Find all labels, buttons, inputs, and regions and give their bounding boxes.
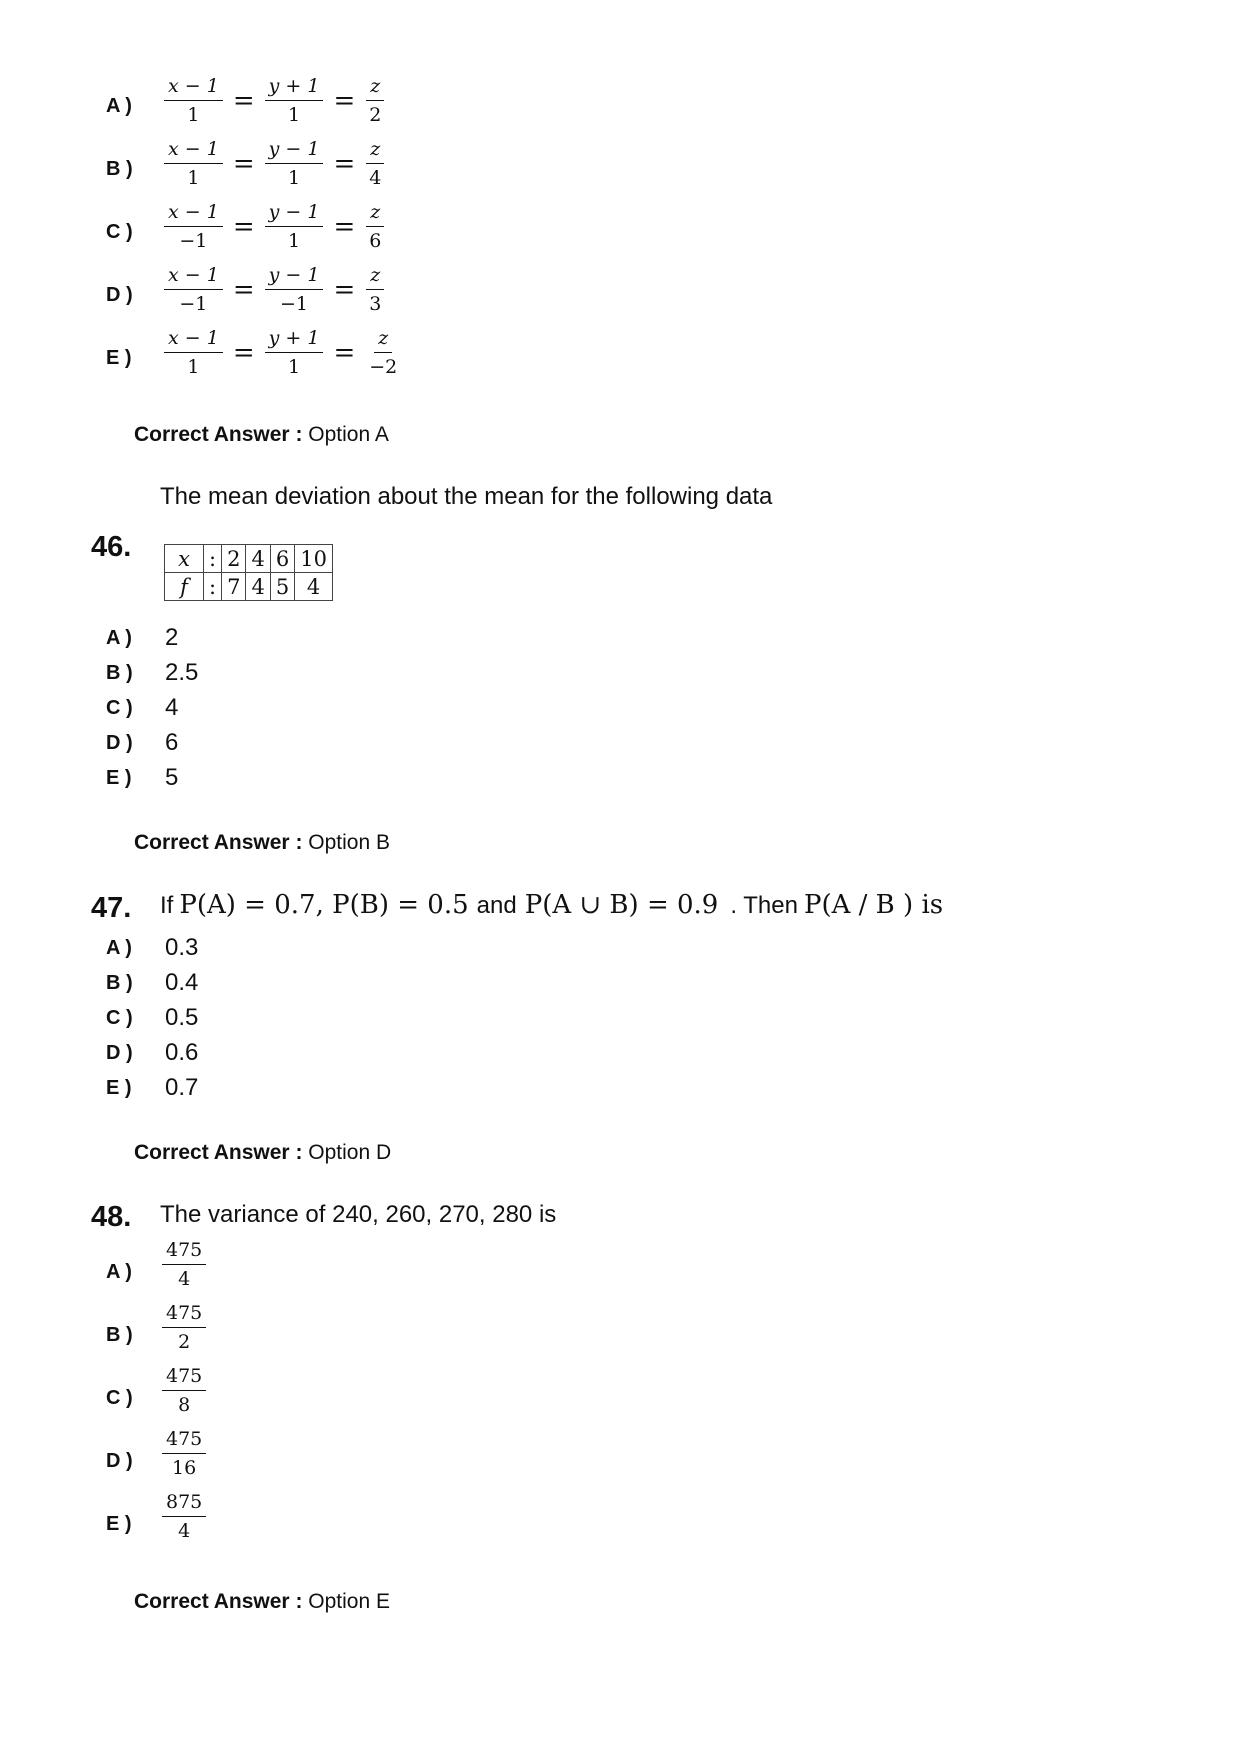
table-cell: : xyxy=(204,573,222,601)
fraction xyxy=(265,264,324,315)
q48-option-d-label: D ) xyxy=(106,1450,133,1472)
table-cell: 7 xyxy=(222,573,246,601)
equals-sign: = xyxy=(333,274,356,305)
correct-answer-label: Correct Answer : xyxy=(134,423,303,446)
q48-option-a-fraction xyxy=(162,1239,206,1290)
denominator: 3 xyxy=(369,293,382,315)
q48-option-b-fraction xyxy=(162,1302,206,1353)
stem-math: P(A ∪ B) = 0.9 xyxy=(524,890,719,920)
table-cell: 4 xyxy=(246,545,270,573)
table-cell: 4 xyxy=(246,573,270,601)
denominator: 1 xyxy=(187,167,200,189)
denominator: 1 xyxy=(187,104,200,126)
denominator: 1 xyxy=(187,356,200,378)
equals-sign: = xyxy=(232,85,255,116)
q46-number: 46. xyxy=(91,531,132,563)
fraction xyxy=(365,327,401,378)
q46-stem: The mean deviation about the mean for the following data xyxy=(160,483,773,510)
q46-option-c-label: C ) xyxy=(106,697,133,719)
correct-answer-value: Option B xyxy=(308,831,390,854)
q47-correct-answer xyxy=(134,1141,391,1165)
fraction xyxy=(365,201,385,252)
table-cell: x xyxy=(165,545,204,573)
fraction xyxy=(164,201,223,252)
q48-stem: The variance of 240, 260, 270, 280 is xyxy=(160,1201,557,1228)
correct-answer-label: Correct Answer : xyxy=(134,1141,303,1164)
table-row xyxy=(165,545,333,573)
fraction xyxy=(365,75,385,126)
q45-option-e-label: E ) xyxy=(106,347,132,369)
numerator: y + 1 xyxy=(265,75,324,101)
numerator: z xyxy=(366,138,384,164)
stem-math: P(A) = 0.7, P(B) = 0.5 xyxy=(179,890,469,920)
q48-option-c-fraction xyxy=(162,1365,206,1416)
q47-number: 47. xyxy=(91,892,132,924)
correct-answer-value: Option D xyxy=(308,1141,392,1164)
q46-option-d-label: D ) xyxy=(106,732,133,754)
numerator: y + 1 xyxy=(265,327,324,353)
denominator: −1 xyxy=(179,230,208,252)
fraction xyxy=(265,327,324,378)
numerator: z xyxy=(366,264,384,290)
table-cell: 5 xyxy=(270,573,294,601)
q45-option-b-equation xyxy=(164,138,385,189)
equals-sign: = xyxy=(333,337,356,368)
q47-option-c-text: 0.5 xyxy=(165,1004,199,1031)
q45-option-d-equation xyxy=(164,264,385,315)
stem-text: and xyxy=(476,892,517,919)
q46-data-table xyxy=(164,544,333,601)
numerator: z xyxy=(366,75,384,101)
table-cell: 4 xyxy=(295,573,333,601)
denominator: 1 xyxy=(287,356,301,378)
numerator: 475 xyxy=(162,1302,206,1328)
q48-correct-answer xyxy=(134,1590,390,1614)
q46-option-b-text: 2.5 xyxy=(165,659,199,686)
equals-sign: = xyxy=(333,85,356,116)
q45-option-c-label: C ) xyxy=(106,221,133,243)
stem-math: P(A / B ) is xyxy=(803,890,944,920)
denominator: 4 xyxy=(178,1520,191,1542)
q48-option-b-label: B ) xyxy=(106,1324,133,1346)
q46-correct-answer xyxy=(134,831,390,855)
q47-option-c-label: C ) xyxy=(106,1007,133,1029)
q45-option-d-label: D ) xyxy=(106,284,133,306)
table-cell: 6 xyxy=(270,545,294,573)
q47-option-e-label: E ) xyxy=(106,1077,132,1099)
q47-option-b-label: B ) xyxy=(106,972,133,994)
q46-option-a-label: A ) xyxy=(106,627,132,649)
q47-option-a-label: A ) xyxy=(106,937,132,959)
numerator: y − 1 xyxy=(265,201,324,227)
denominator: 6 xyxy=(369,230,382,252)
q46-option-e-text: 5 xyxy=(165,764,179,791)
fraction xyxy=(265,75,324,126)
q46-option-b-label: B ) xyxy=(106,662,133,684)
denominator: 2 xyxy=(369,104,382,126)
stem-text: . Then xyxy=(730,892,798,919)
fraction xyxy=(265,201,324,252)
numerator: y − 1 xyxy=(265,138,324,164)
denominator: 1 xyxy=(287,167,301,189)
q45-option-e-equation xyxy=(164,327,401,378)
q47-option-e-text: 0.7 xyxy=(165,1074,199,1101)
equals-sign: = xyxy=(333,148,356,179)
numerator: x − 1 xyxy=(164,138,223,164)
numerator: z xyxy=(374,327,392,353)
fraction xyxy=(162,1491,206,1542)
q48-option-d-fraction xyxy=(162,1428,206,1479)
q46-option-d-text: 6 xyxy=(165,729,179,756)
correct-answer-label: Correct Answer : xyxy=(134,831,303,854)
q48-option-a-label: A ) xyxy=(106,1261,132,1283)
numerator: 475 xyxy=(162,1428,206,1454)
denominator: −1 xyxy=(179,293,208,315)
q46-option-e-label: E ) xyxy=(106,767,132,789)
table-cell: f xyxy=(165,573,204,601)
numerator: z xyxy=(366,201,384,227)
stem-text: If xyxy=(160,892,174,919)
q45-option-c-equation xyxy=(164,201,385,252)
fraction xyxy=(162,1365,206,1416)
numerator: x − 1 xyxy=(164,75,223,101)
table-row xyxy=(165,573,333,601)
q48-number: 48. xyxy=(91,1201,132,1233)
q47-option-d-label: D ) xyxy=(106,1042,133,1064)
table-cell: 10 xyxy=(295,545,333,573)
fraction xyxy=(164,138,223,189)
numerator: x − 1 xyxy=(164,201,223,227)
denominator: 16 xyxy=(172,1457,197,1479)
denominator: −1 xyxy=(280,293,309,315)
numerator: 475 xyxy=(162,1239,206,1265)
fraction xyxy=(265,138,324,189)
numerator: x − 1 xyxy=(164,327,223,353)
q45-option-b-label: B ) xyxy=(106,158,133,180)
denominator: 8 xyxy=(178,1394,191,1416)
fraction xyxy=(365,264,385,315)
fraction xyxy=(162,1302,206,1353)
q47-option-a-text: 0.3 xyxy=(165,934,199,961)
numerator: y − 1 xyxy=(265,264,324,290)
numerator: 475 xyxy=(162,1365,206,1391)
q47-stem xyxy=(160,890,943,920)
numerator: x − 1 xyxy=(164,264,223,290)
table-cell: : xyxy=(204,545,222,573)
equals-sign: = xyxy=(232,274,255,305)
q48-option-e-label: E ) xyxy=(106,1513,132,1535)
numerator: 875 xyxy=(162,1491,206,1517)
q48-option-c-label: C ) xyxy=(106,1387,133,1409)
q46-option-a-text: 2 xyxy=(165,624,179,651)
fraction xyxy=(164,327,223,378)
denominator: 4 xyxy=(369,167,382,189)
q48-option-e-fraction xyxy=(162,1491,206,1542)
denominator: 1 xyxy=(287,104,301,126)
correct-answer-value: Option E xyxy=(308,1590,390,1613)
q45-correct-answer xyxy=(134,423,389,447)
q45-option-a-equation xyxy=(164,75,385,126)
fraction xyxy=(164,75,223,126)
q45-option-a-label: A ) xyxy=(106,95,132,117)
equals-sign: = xyxy=(232,148,255,179)
correct-answer-value: Option A xyxy=(308,423,389,446)
fraction xyxy=(164,264,223,315)
equals-sign: = xyxy=(232,211,255,242)
equals-sign: = xyxy=(333,211,356,242)
correct-answer-label: Correct Answer : xyxy=(134,1590,303,1613)
denominator: 4 xyxy=(178,1268,191,1290)
table-cell: 2 xyxy=(222,545,246,573)
denominator: 1 xyxy=(287,230,301,252)
fraction xyxy=(162,1428,206,1479)
equals-sign: = xyxy=(232,337,255,368)
fraction xyxy=(365,138,385,189)
q47-option-b-text: 0.4 xyxy=(165,969,199,996)
q46-option-c-text: 4 xyxy=(165,694,179,721)
denominator: −2 xyxy=(369,356,398,378)
q47-option-d-text: 0.6 xyxy=(165,1039,199,1066)
fraction xyxy=(162,1239,206,1290)
denominator: 2 xyxy=(178,1331,191,1353)
